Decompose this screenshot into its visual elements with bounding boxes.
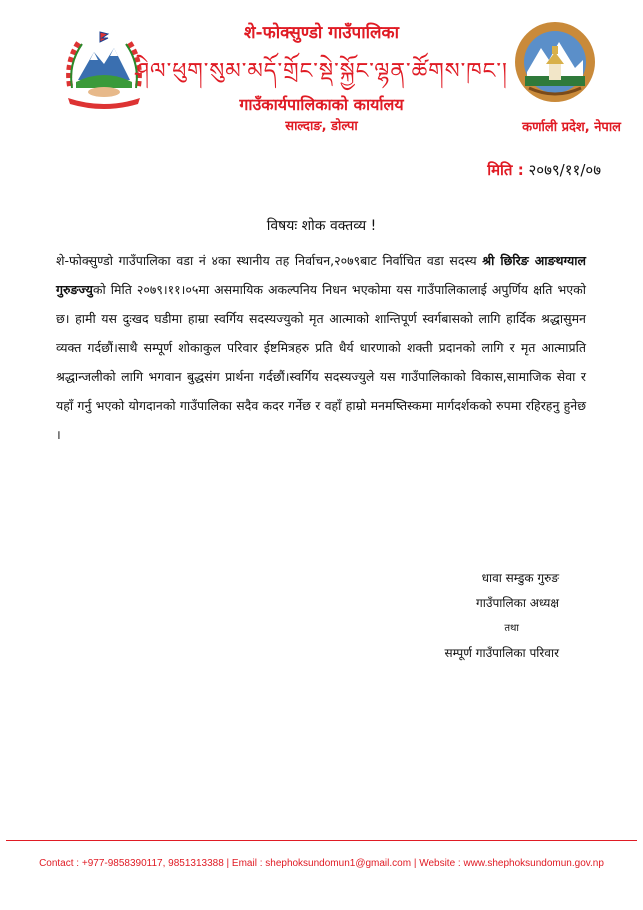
office-name: गाउँकार्यपालिकाको कार्यालय [239,95,404,114]
date-value: २०७९/११/०७ [528,161,601,179]
signature-connector: तथा [504,623,519,634]
municipality-name-tibetan: ཤེལ་ཕུག་སུམ་མདོ་གྲོང་སྡེ་སྐྱོང་ལྷན་ཚོགས་ཁང་། [135,59,508,84]
body-main: को मिति २०७९।११।०५मा असमायिक अकल्पनिय निधन भएकोमा यस गाउँपालिकालाई अपुर्णिय क्षति भएको छ। हामी यस दुःखद घडीमा हाम्रा स्वर्गिय सदस्यज्युको मृत आत्माको शान्तिपूर्ण स्वर्गबासको लागि हार्दिक श्रद्धासुमन व्यक्त गर्दछौं।साथै सम्पूर्ण शोकाकुल परिवार ईष्टमित्रहरु प्रति धैर्य धारणाको शक्ती प्रदानको लागि र मृत आत्माप्रति श्रद्धान्जलीको लागि भगवान बुद्धसंग प्रार्थना गर्दछौं।स्वर्गिय सदस्यज्युले यस गाउँपालिकाको विकास,सामाजिक सेवा र यहाँ गर्नु भएको योगदानको गाउँपालिका सदैव कदर गर्नेछ र वहाँ हाम्रो मनमष्तिस्कमा मार्गदर्शकको रुपमा रहिरहनु हुनेछ । [56,282,586,442]
condolence-body [56,246,586,449]
date-line [487,160,601,180]
office-location: साल्दाङ, डोल्पा [285,119,358,134]
footer-contact: Contact : +977-9858390117, 9851313388 | Email : shephoksundomun1@gmail.com | Website : www.shephoksundomun.gov.np [39,858,604,869]
municipality-name: शे-फोक्सुण्डो गाउँपालिका [243,23,399,43]
subject-line: विषयः शोक वक्तव्य ! [266,218,377,234]
body-intro: शे-फोक्सुण्डो गाउँपालिका वडा नं ४का स्थानीय तह निर्वाचन,२०७९बाट निर्वाचित वडा सदस्य [56,253,483,268]
signatory-position: गाउँपालिका अध्यक्ष [476,596,559,610]
date-label: मिति : [487,161,524,179]
footer-divider [6,840,637,841]
signatory-name: धावा सम्डुक गुरुङ [481,571,559,585]
deceased-name: श्री छिरिङ आङथग्याल गुरुङज्यु [56,253,586,297]
signatory-family: सम्पूर्ण गाउँपालिका परिवार [444,646,559,660]
province-label: कर्णाली प्रदेश, नेपाल [522,120,621,135]
signature-block [339,566,559,666]
